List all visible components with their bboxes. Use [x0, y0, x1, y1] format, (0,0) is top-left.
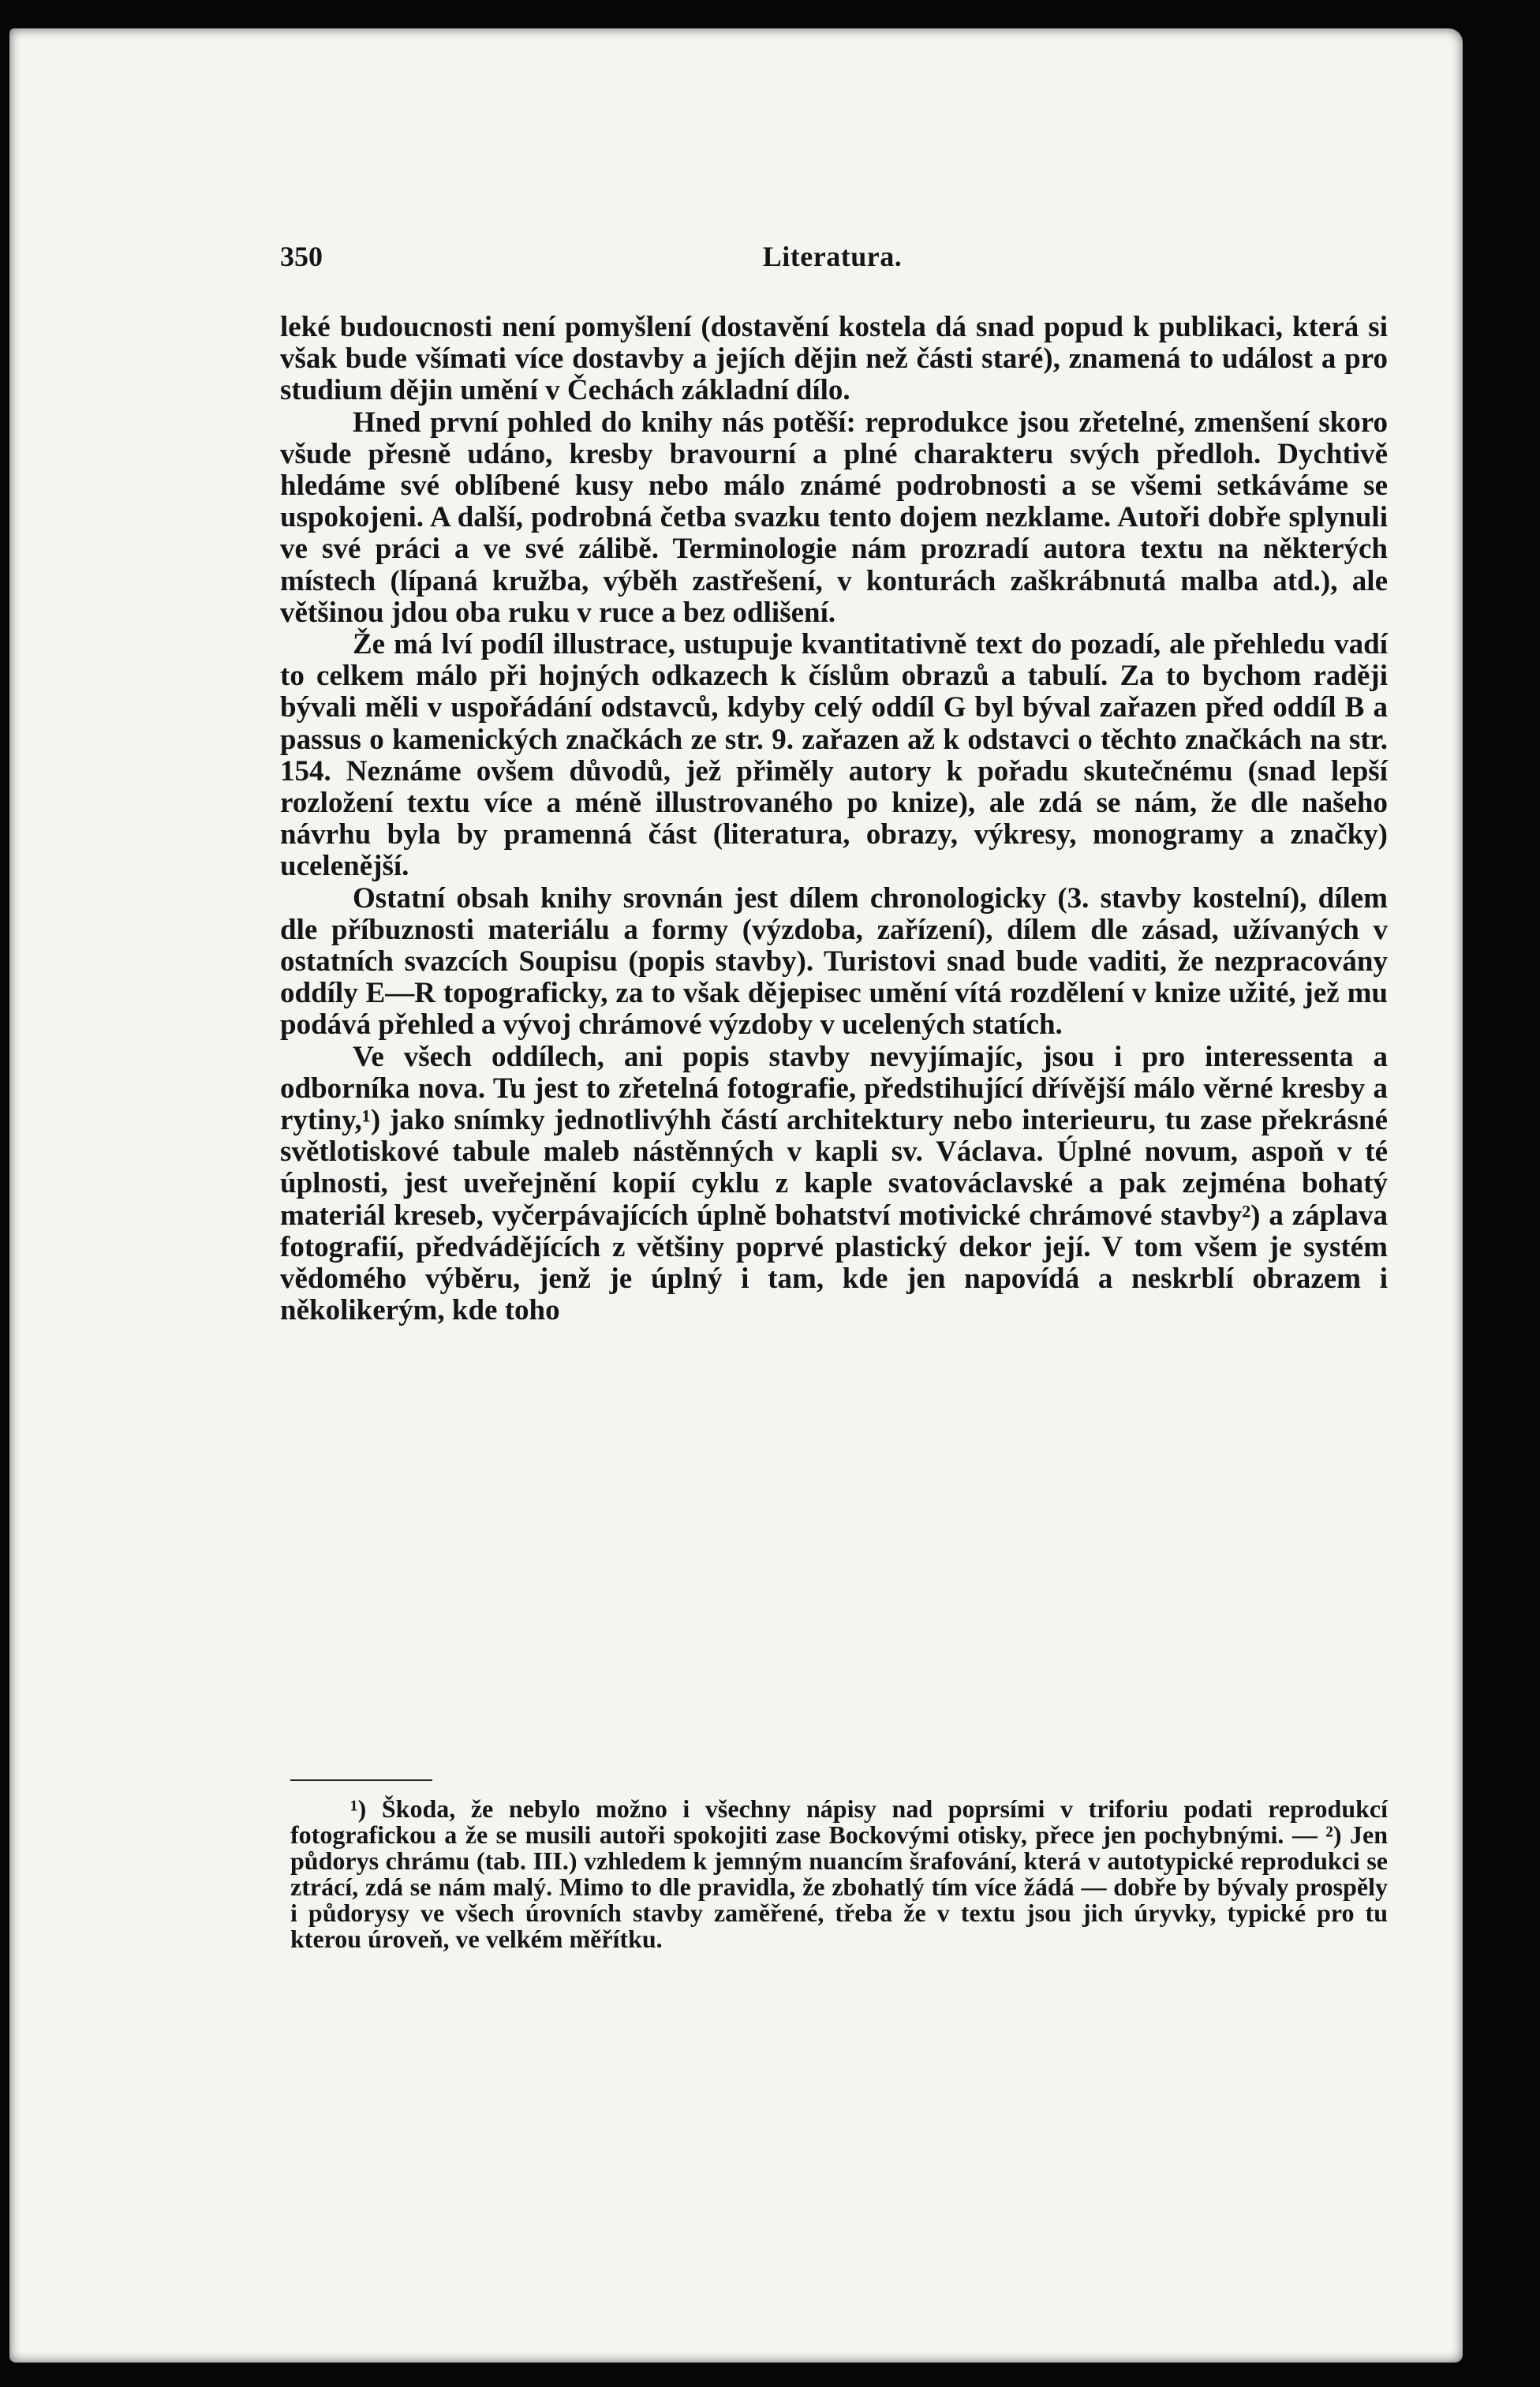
page-number: 350 [280, 241, 323, 272]
footnote-divider [290, 1779, 432, 1781]
paragraph-5: Ve všech oddílech, ani popis stavby nevyjímajíc, jsou i pro interessenta a odborníka nova. Tu jest to zřetelná fotografie, předstihující dřívější málo věrné kresby a rytiny,¹) jako snímky jednotlivýhh částí architektury nebo interieuru, tu zase překrásné světlotiskové tabule maleb nástěnných v kapli sv. Václava. Úplné novum, aspoň v té úplnosti, jest uveřejnění kopií cyklu z kaple svatováclavské a pak zejména bohatý materiál kreseb, vyčerpávajících úplně bohatství motivické chrámové stavby²) a záplava fotografií, předvádějících z většiny poprvé plastický dekor její. V tom všem je systém vědomého výběru, jenž je úplný i tam, kde jen napovídá a neskrblí obrazem i několikerým, kde toho [280, 1040, 1388, 1327]
page-header [280, 234, 1388, 281]
running-head: Literatura. [762, 241, 903, 272]
main-text [280, 312, 1388, 1327]
paragraph-3: Že má lví podíl illustrace, ustupuje kvantitativně text do pozadí, ale přehledu vadí to celkem málo při hojných odkazech k číslům obrazů a tabulí. Za to bychom raději bývali měli v uspořádání odstavců, kdyby celý oddíl G byl býval zařazen před oddíl B a passus o kamenických značkách ze str. 9. zařazen až k odstavci o těchto značkách na str. 154. Neznáme ovšem důvodů, jež přiměly autory k pořadu skutečnému (snad lepší rozložení textu více a méně illustrovaného po knize), ale zdá se nám, že dle našeho návrhu byla by pramenná část (literatura, obrazy, výkresy, monogramy a značky) ucelenější. [280, 628, 1388, 883]
paragraph-1: leké budoucnosti není pomyšlení (dostavění kostela dá snad popud k publikaci, která si však bude všímati více dostavby a jejích dějin než části staré), znamená to událost a pro studium dějin umění v Čechách základní dílo. [280, 311, 1388, 407]
paragraph-2: Hned první pohled do knihy nás potěší: reprodukce jsou zřetelné, zmenšení skoro všude přesně udáno, kresby bravourní a plné charakteru svých předloh. Dychtivě hledáme své oblíbené kusy nebo málo známé podrobnosti a se všemi setkáváme se uspokojeni. A další, podrobná četba svazku tento dojem nezklame. Autoři dobře splynuli ve své práci a ve své zálibě. Terminologie nám prozradí autora textu na některých místech (lípaná kružba, výběh zastřešení, v konturách zaškrábnutá malba atd.), ale většinou jdou oba ruku v ruce a bez odlišení. [280, 406, 1388, 629]
footnote-text: ¹) Škoda, že nebylo možno i všechny nápisy nad poprsími v triforiu podati reprodukcí fotografickou a že se musili autoři spokojiti zase Bockovými otisky, přece jen pochybnými. — ²) Jen půdorys chrámu (tab. III.) vzhledem k jemným nuancím šrafování, která v autotypické reprodukci se ztrácí, zdá se nám malý. Mimo to dle pravidla, že zbohatlý tím více žádá — dobře by bývaly prospěly i půdorysy ve všech úrovních stavby zaměřené, třeba že v textu jsou jich úryvky, typické pro tu kterou úroveň, ve velkém měřítku. [290, 1794, 1388, 1953]
paragraph-4: Ostatní obsah knihy srovnán jest dílem chronologicky (3. stavby kostelní), dílem dle příbuznosti materiálu a formy (výzdoba, zařízení), dílem dle zásad, užívaných v ostatních svazcích Soupisu (popis stavby). Turistovi snad bude vaditi, že nezpracovány oddíly E—R topograficky, za to však dějepisec umění vítá rozdělení v knize užité, jež mu podává přehled a vývoj chrámové výzdoby v ucelených statích. [280, 881, 1388, 1042]
footnotes [290, 1796, 1388, 1952]
